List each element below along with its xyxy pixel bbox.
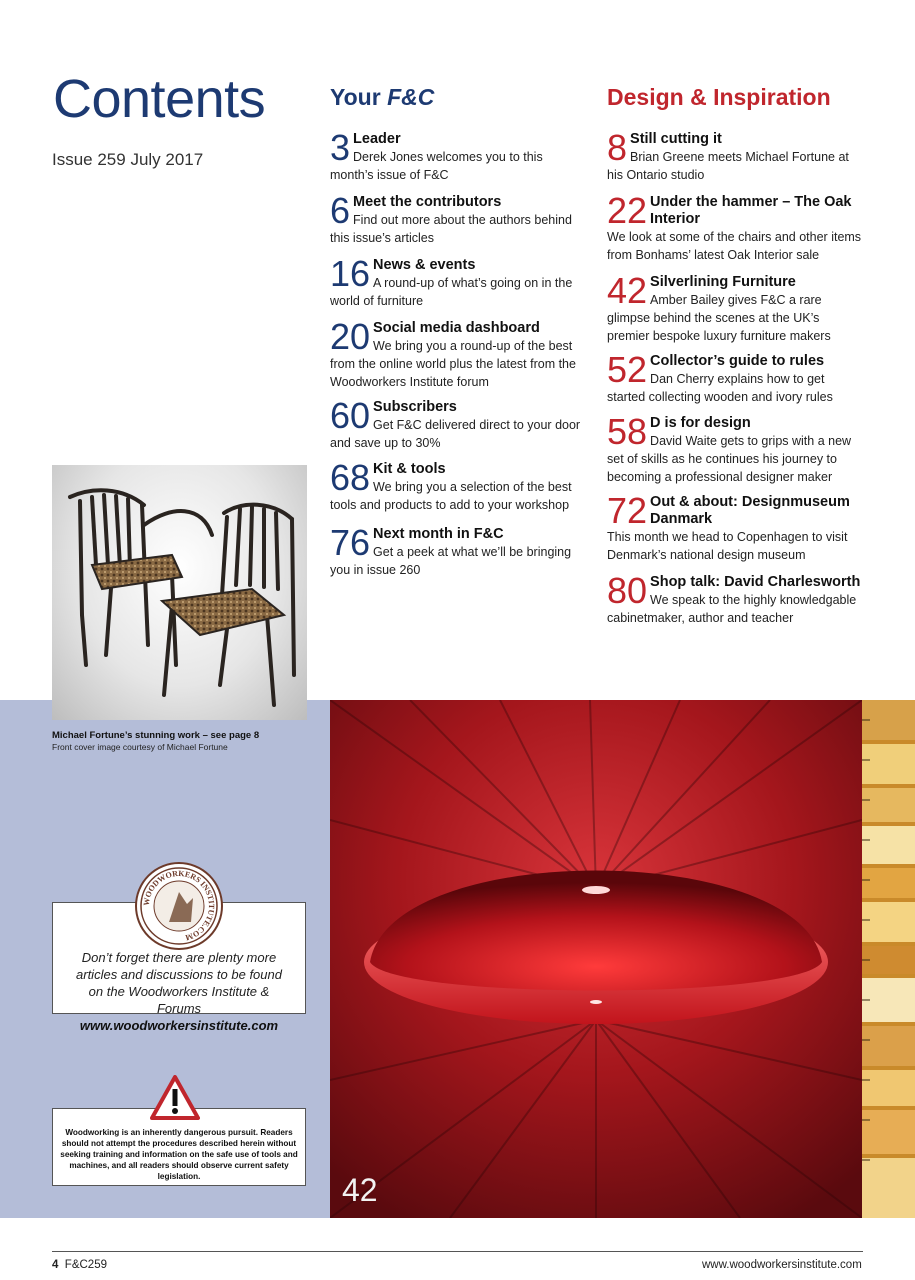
toc-page-number: 8 (607, 127, 628, 168)
toc-entry[interactable] (607, 411, 862, 486)
photo-caption-credit: Front cover image courtesy of Michael Fortune (52, 742, 228, 752)
toc-entry-title: Under the hammer – The Oak Interior (650, 194, 852, 227)
your-fc-heading (330, 86, 434, 109)
toc-page-number: 42 (607, 270, 648, 311)
feature-bowl-photo[interactable] (330, 700, 862, 1218)
toc-entry-title: D is for design (650, 415, 751, 431)
toc-page-number: 80 (607, 570, 648, 611)
toc-page-number: 20 (330, 316, 371, 357)
toc-entry-title: Still cutting it (630, 131, 722, 147)
toc-entry-title: Next month in F&C (373, 526, 504, 542)
forum-promo-link[interactable]: www.woodworkersinstitute.com (79, 1018, 279, 1033)
toc-entry[interactable] (607, 570, 862, 627)
issue-line: Issue 259 July 2017 (52, 150, 204, 169)
toc-page-number: 76 (330, 522, 371, 563)
toc-entry[interactable] (330, 253, 585, 310)
toc-page-number: 6 (330, 190, 351, 231)
seal-text: WOODWORKERS INSTITUTE.COM (141, 868, 217, 943)
toc-page-number: 58 (607, 411, 648, 452)
toc-entry[interactable] (607, 270, 862, 345)
toc-page-number: 60 (330, 395, 371, 436)
woodworkers-institute-seal-logo (135, 862, 223, 950)
toc-entry-title: Meet the contributors (353, 194, 502, 210)
toc-entry[interactable] (607, 190, 862, 264)
toc-entry-desc: A round-up of what’s going on in the world of furniture (330, 276, 573, 308)
toc-entry-title: Out & about: Designmuseum Danmark (650, 494, 850, 527)
toc-page-number: 16 (330, 253, 371, 294)
toc-entry-desc: Get F&C delivered direct to your door and save up to 30% (330, 418, 581, 450)
toc-entry[interactable] (607, 349, 862, 406)
feature-page-ref: 42 (342, 1172, 378, 1208)
toc-entry[interactable] (330, 190, 585, 247)
toc-page-number: 52 (607, 349, 648, 390)
photo-caption-title: Michael Fortune’s stunning work – see page 8 (52, 730, 260, 741)
toc-page-number: 3 (330, 127, 351, 168)
toc-entry-desc: Get a peek at what we’ll be bringing you in issue 260 (330, 545, 572, 577)
toc-entry[interactable] (330, 127, 585, 184)
footer-divider (52, 1251, 863, 1252)
toc-page-number: 72 (607, 490, 648, 531)
toc-entry-title: Social media dashboard (373, 320, 540, 336)
rules-collection-photo (862, 700, 915, 1218)
safety-warning-text: Woodworking is an inherently dangerous pursuit. Readers should not attempt the procedures described herein without seeking training and information on the safe use of tools and machines, and all readers should observe current safety legislation. (60, 1128, 298, 1181)
toc-entry-desc: Amber Bailey gives F&C a rare glimpse behind the scenes at the UK’s premier bespoke luxury furniture makers (607, 293, 831, 343)
toc-entry[interactable] (330, 457, 585, 514)
toc-entry[interactable] (330, 522, 585, 579)
toc-entry-desc: Dan Cherry explains how to get started collecting wooden and ivory rules (607, 372, 833, 404)
design-inspiration-heading: Design & Inspiration (607, 84, 831, 110)
page-title: Contents (53, 69, 266, 129)
toc-entry-title: Kit & tools (373, 461, 446, 477)
toc-entry-desc: This month we head to Copenhagen to visit Denmark’s national design museum (607, 530, 848, 562)
toc-entry-title: Leader (353, 131, 401, 147)
warning-triangle-icon (150, 1075, 200, 1120)
cover-chairs-photo[interactable] (52, 465, 307, 720)
toc-entry-title: Shop talk: David Charlesworth (650, 574, 861, 590)
footer-site-link[interactable]: www.woodworkersinstitute.com (702, 1259, 862, 1271)
footer-issue-code: F&C259 (64, 1259, 107, 1271)
toc-entry-desc: Brian Greene meets Michael Fortune at his Ontario studio (607, 150, 849, 182)
toc-entry-title: Subscribers (373, 399, 457, 415)
toc-entry[interactable] (330, 395, 585, 452)
toc-entry-desc: Derek Jones welcomes you to this month’s issue of F&C (330, 150, 543, 182)
toc-entry[interactable] (330, 316, 585, 391)
toc-entry-desc: We look at some of the chairs and other items from Bonhams’ latest Oak Interior sale (607, 230, 862, 262)
toc-entry-title: Silverlining Furniture (650, 274, 796, 290)
toc-entry-desc: We speak to the highly knowledgable cabinetmaker, author and teacher (607, 593, 857, 625)
toc-entry-desc: David Waite gets to grips with a new set of skills as he continues his journey to becoming a professional designer maker (607, 434, 852, 484)
chairs-illustration (52, 465, 307, 720)
forum-promo-text: Don’t forget there are plenty more articles and discussions to be found on the Woodworkers Institute & Forums (76, 950, 282, 1016)
toc-entry[interactable] (607, 127, 862, 184)
footer-folio (52, 1259, 107, 1271)
toc-entry-title: Collector’s guide to rules (650, 353, 825, 369)
toc-entry-desc: We bring you a selection of the best tools and products to add to your workshop (330, 480, 572, 512)
footer-page-number: 4 (52, 1259, 59, 1271)
toc-page-number: 22 (607, 190, 648, 231)
toc-entry-desc: Find out more about the authors behind this issue’s articles (330, 213, 572, 245)
your-fc-heading-brand: F&C (387, 84, 435, 110)
your-fc-heading-prefix: Your (330, 84, 388, 110)
toc-page-number: 68 (330, 457, 371, 498)
toc-entry-desc: We bring you a round-up of the best from the online world plus the latest from the Woodworkers Institute forum (330, 339, 576, 389)
toc-entry[interactable] (607, 490, 862, 564)
toc-entry-title: News & events (373, 257, 476, 273)
